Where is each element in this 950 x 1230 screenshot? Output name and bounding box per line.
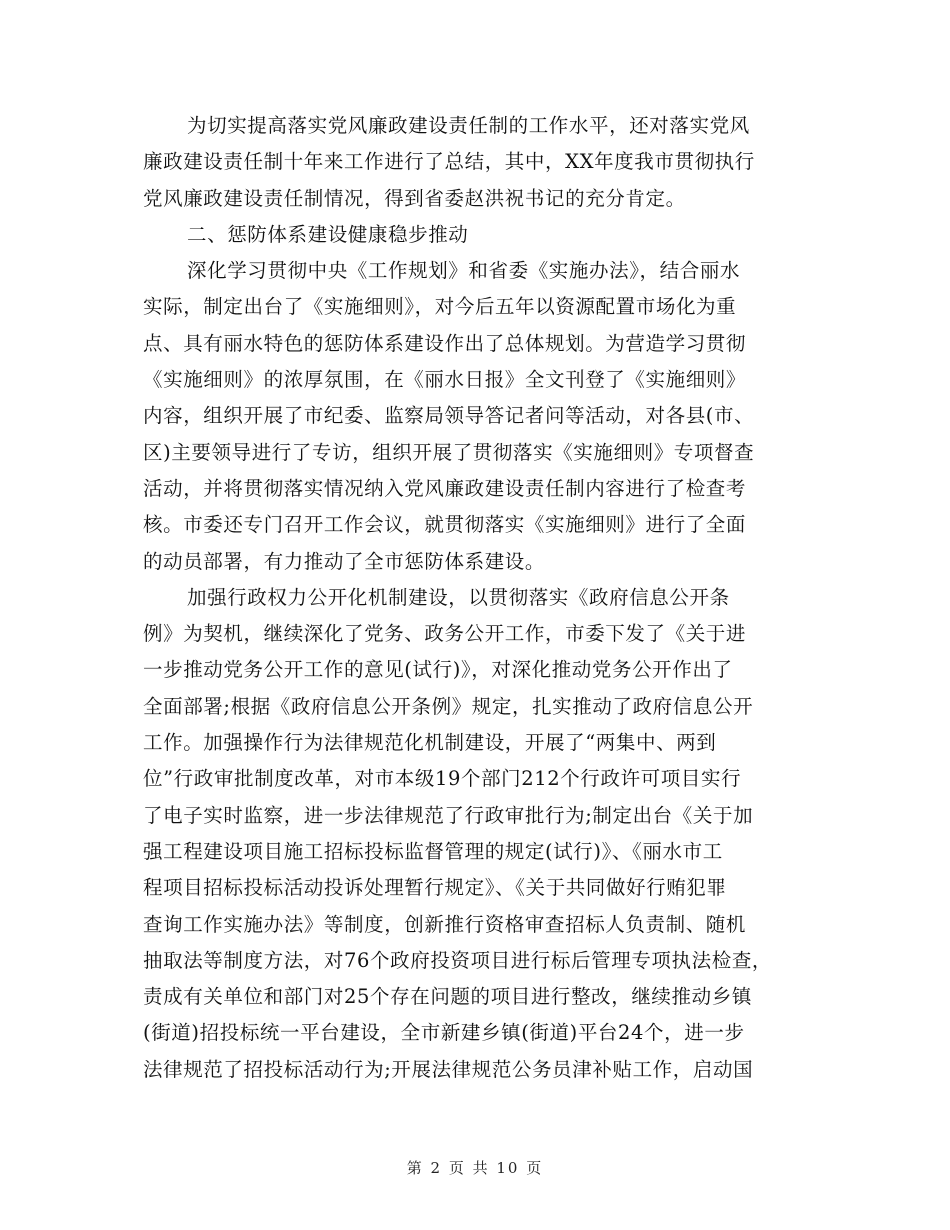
text-line: 点、具有丽水特色的惩防体系建设作出了总体规划。为营造学习贯彻	[143, 331, 747, 355]
text-line: 内容，组织开展了市纪委、监察局领导答记者问等活动，对各县(市、	[143, 404, 755, 428]
text-line: 例》为契机，继续深化了党务、政务公开工作，市委下发了《关于进	[143, 622, 747, 646]
text-line: 了电子实时监察，进一步法律规范了行政审批行为;制定出台《关于加	[143, 803, 754, 827]
page-number-footer: 第 2 页 共 10 页	[406, 1159, 544, 1177]
text-line: 抽取法等制度方法，对76个政府投资项目进行标后管理专项执法检查，	[143, 948, 773, 972]
text-line: 廉政建设责任制十年来工作进行了总结，其中，XX年度我市贯彻执行	[143, 150, 755, 174]
text-line: 为切实提高落实党风廉政建设责任制的工作水平，还对落实党风	[187, 114, 750, 137]
text-line: 一步推动党务公开工作的意见(试行)》，对深化推动党务公开作出了	[143, 658, 733, 682]
text-line: 实际，制定出台了《实施细则》，对今后五年以资源配置市场化为重	[143, 295, 737, 319]
text-line: 党风廉政建设责任制情况，得到省委赵洪祝书记的充分肯定。	[143, 186, 686, 210]
text-line: 强工程建设项目施工招标投标监督管理的规定(试行)》、《丽水市工	[143, 839, 723, 863]
text-line: 加强行政权力公开化机制建设，以贯彻落实《政府信息公开条	[187, 585, 730, 609]
text-line: 位”行政审批制度改革，对市本级19个部门212个行政许可项目实行	[143, 767, 742, 791]
text-line: 责成有关单位和部门对25个存在问题的项目进行整改，继续推动乡镇	[143, 985, 752, 1009]
text-line: 区)主要领导进行了专访，组织开展了贯彻落实《实施细则》专项督查	[143, 440, 755, 464]
text-line: 深化学习贯彻中央《工作规划》和省委《实施办法》，结合丽水	[187, 259, 741, 283]
text-line: 程项目招标投标活动投诉处理暂行规定》、《关于共同做好行贿犯罪	[143, 876, 727, 900]
text-line: 核。市委还专门召开工作会议，就贯彻落实《实施细则》进行了全面	[143, 513, 747, 537]
section-heading: 二、惩防体系建设健康稳步推动	[187, 222, 469, 246]
text-line: 查询工作实施办法》等制度，创新推行资格审查招标人负责制、随机	[143, 912, 747, 936]
text-line: 的动员部署，有力推动了全市惩防体系建设。	[143, 549, 546, 573]
text-line: 工作。加强操作行为法律规范化机制建设，开展了“两集中、两到	[143, 731, 717, 755]
text-line: 法律规范了招投标活动行为;开展法律规范公务员津补贴工作，启动国	[143, 1057, 754, 1081]
text-line: (街道)招投标统一平台建设，全市新建乡镇(街道)平台24个，进一步	[143, 1021, 745, 1045]
text-line: 《实施细则》的浓厚氛围，在《丽水日报》全文刊登了《实施细则》	[143, 368, 747, 392]
text-line: 全面部署;根据《政府信息公开条例》规定，扎实推动了政府信息公开	[143, 694, 754, 718]
document-body	[143, 108, 813, 1088]
text-line: 活动，并将贯彻落实情况纳入党风廉政建设责任制内容进行了检查考	[143, 476, 747, 500]
